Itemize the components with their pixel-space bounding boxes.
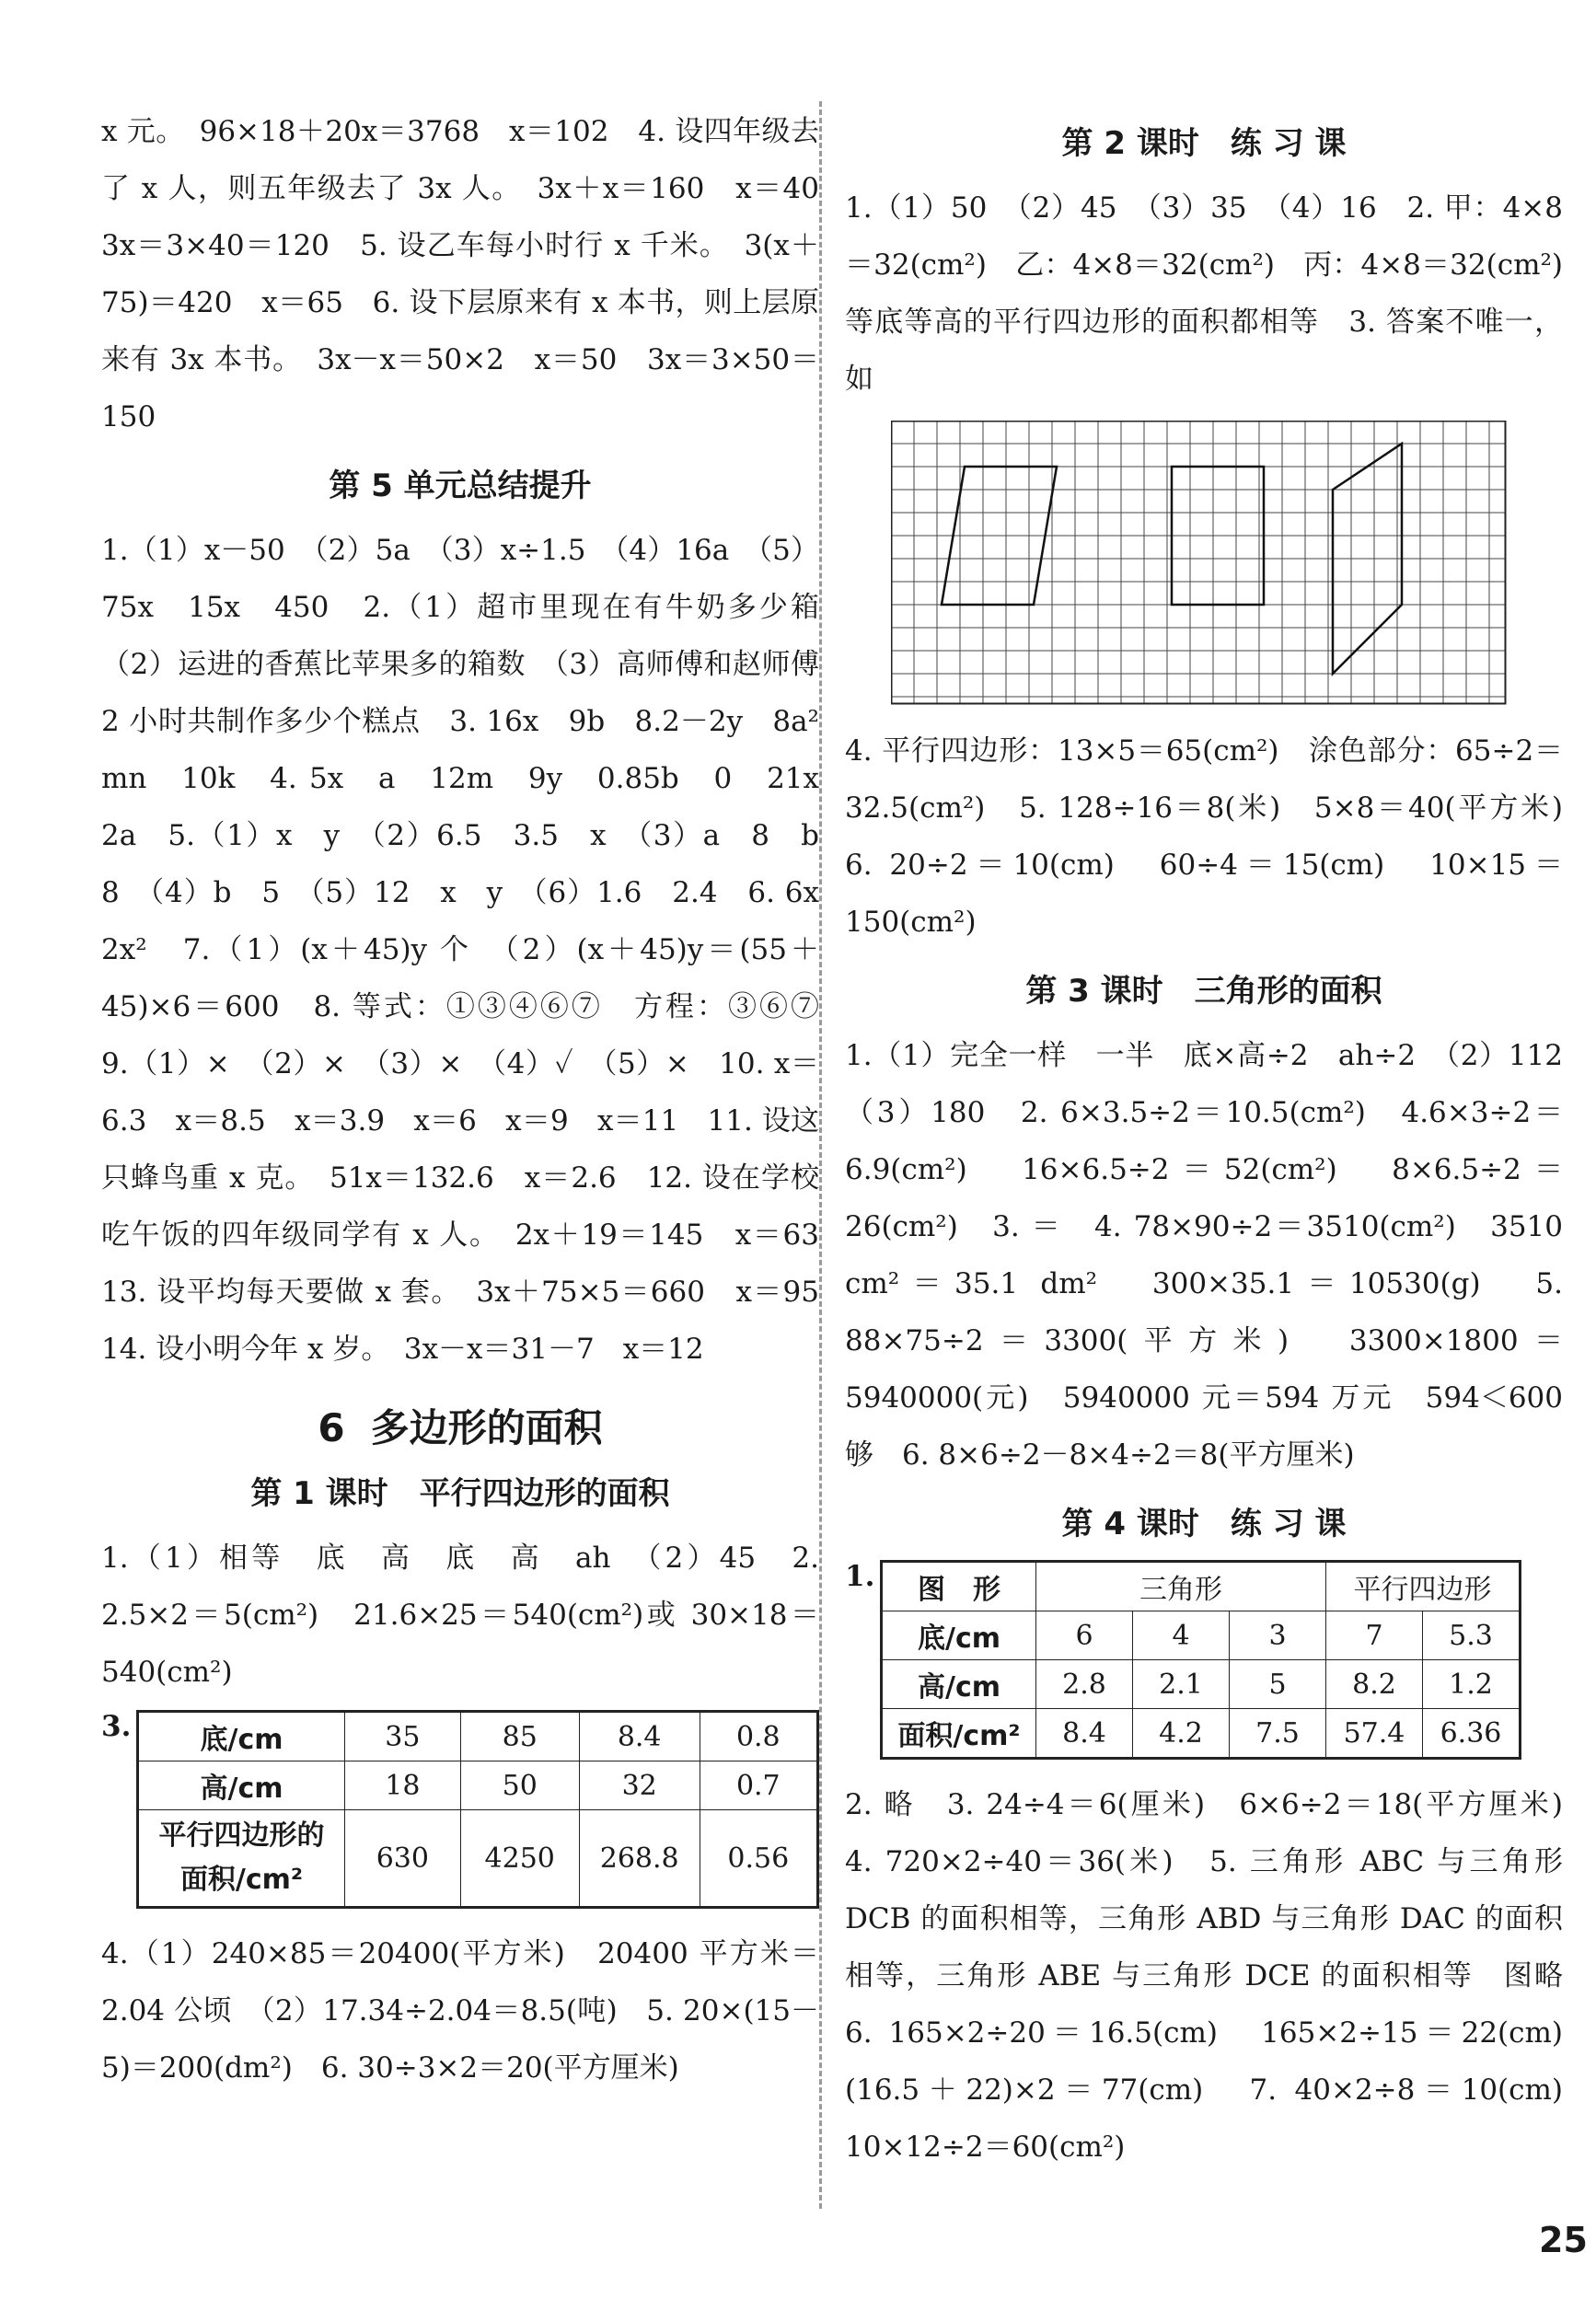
page-number: 25 [1539,2220,1588,2260]
answer-text: 2. 略 3. 24÷4＝6(厘米) 6×6÷2＝18(平方厘米) 4. 720×2÷40＝36(米) 5. 三角形 ABC 与三角形 DCB 的面积相等，三角形 ABD 与三角形 DAC 的面积相等，三角形 ABE 与三角形 DCE 的面积相等 图略 6. 165×2÷20＝16.5(cm) 165×2÷15＝22(cm) (16.5＋22)×2＝77(cm) 7. 40×2÷8＝10(cm) 10×12÷2＝60(cm²) [845,1788,1591,2164]
table-row [882,1562,1521,1611]
section-heading: 第 3 课时 三角形的面积 [1025,973,1382,1010]
grid-lines [891,421,1506,704]
table-cell: 268.8 [579,1810,700,1908]
answer-text: 1.（1）x－50 （2）5a （3）x÷1.5 （4）16a （5）75x 15x 450 2.（1）超市里现在有牛奶多少箱 （2）运进的香蕉比苹果多的箱数 （3）高师傅和赵师傅 2 小时共制作多少个糕点 3. 16x 9b 8.2－2y 8a² mn 10k 4. 5x a 12m 9y 0.85b 0 21x 2a 5.（1）x y （2）6.5 3.5 x （3）a 8 b 8 （4）b 5 （5）12 x y （6）1.6 2.4 6. 6x 2x² 7.（1）(x＋45)y 个 （2）(x＋45)y＝(55＋45)×6＝600 8. 等式：①③④⑥⑦ 方程：③⑥⑦ 9.（1）× （2）× （3）× （4）✓ （5）× 10. x＝6.3 x＝8.5 x＝3.9 x＝6 x＝9 x＝11 11. 设这只蜂鸟重 x 克。 51x＝132.6 x＝2.6 12. 设在学校吃午饭的四年级同学有 x 人。 2x＋19＝145 x＝63 13. 设平均每天要做 x 套。 3x＋75×5＝660 x＝95 14. 设小明今年 x 岁。 3x－x＝31－7 x＝12 [101,534,848,1366]
question-number: 1. [845,1560,875,1593]
question-1-block [845,1560,1563,1760]
left-column [101,103,848,2096]
group-header: 三角形 [1036,1562,1326,1611]
unit-title [101,1398,819,1453]
answer-text: 4. 平行四边形：13×5＝65(cm²) 涂色部分：65÷2＝32.5(cm²) 5. 128÷16＝8(米) 5×8＝40(平方米) 6. 20÷2＝10(cm) 60÷4＝15(cm) 10×15＝150(cm²) [845,734,1591,939]
row-label: 图 形 [882,1562,1036,1611]
table-cell: 32 [579,1761,700,1810]
row-label: 面积/cm² [882,1709,1036,1759]
unit-number: 6 [318,1405,345,1450]
answer-text: x 元。 96×18＋20x＝3768 x＝102 4. 设四年级去了 x 人，则五年级去了 3x 人。 3x＋x＝160 x＝40 3x＝3×40＝120 5. 设乙车每小时行 x 千米。 3(x＋75)＝420 x＝65 6. 设下层原来有 x 本书，则上层原来有 3x 本书。 3x－x＝50×2 x＝50 3x＝3×50＝150 [101,115,848,433]
row-label-line: 面积/cm² [179,1864,304,1896]
row-label: 底/cm [138,1712,345,1761]
table-cell: 7.5 [1230,1709,1326,1759]
right-column [845,103,1591,2176]
table-row [882,1611,1521,1660]
answer-text: 4.（1）240×85＝20400(平方米) 20400 平方米＝2.04 公顷 （2）17.34÷2.04＝8.5(吨) 5. 20×(15－5)＝200(dm²) 6. 30÷3×2＝20(平方厘米) [101,1937,819,2085]
section-heading: 第 4 课时 练 习 课 [1061,1506,1347,1542]
row-label: 底/cm [882,1611,1036,1660]
table-cell: 0.7 [700,1761,817,1810]
table-cell: 6 [1036,1611,1133,1660]
section-heading: 第 1 课时 平行四边形的面积 [250,1475,670,1512]
section-heading: 第 2 课时 练 习 课 [1061,125,1347,162]
parallelogram-grid-diagram [891,421,1508,706]
table-cell: 7 [1326,1611,1423,1660]
question-number: 3. [101,1710,132,1743]
answer-text: 1.（1）50 （2）45 （3）35 （4）16 2. 甲：4×8＝32(cm²) 乙：4×8＝32(cm²) 丙：4×8＝32(cm²) 等底等高的平行四边形的面积都相等 3. 答案不唯一，如 [845,191,1591,396]
parallelogram-area-table [136,1710,819,1909]
table-cell: 8.2 [1326,1660,1423,1709]
table-cell: 4250 [460,1810,579,1908]
table-cell: 8.4 [1036,1709,1133,1759]
table-cell: 2.8 [1036,1660,1133,1709]
table-cell: 8.4 [579,1712,700,1761]
table-cell: 18 [345,1761,461,1810]
table-cell: 57.4 [1326,1709,1423,1759]
table-cell: 5.3 [1423,1611,1521,1660]
table-cell: 4 [1133,1611,1230,1660]
table-cell: 0.56 [700,1810,817,1908]
table-row [138,1810,818,1908]
triangle-parallelogram-table [880,1560,1521,1760]
table-row [882,1660,1521,1709]
unit-name: 多边形的面积 [370,1405,603,1450]
table-cell: 3 [1230,1611,1326,1660]
table-cell: 4.2 [1133,1709,1230,1759]
row-label [138,1810,345,1908]
table-cell: 6.36 [1423,1709,1521,1759]
grid-border [892,422,1506,704]
table-cell: 2.1 [1133,1660,1230,1709]
table-cell: 630 [345,1810,461,1908]
table-row [138,1712,818,1761]
grid-figure [891,421,1563,710]
table-cell: 85 [460,1712,579,1761]
row-label: 高/cm [138,1761,345,1810]
group-header: 平行四边形 [1326,1562,1521,1611]
table-row [882,1709,1521,1759]
question-3-block [101,1710,819,1909]
table-cell: 50 [460,1761,579,1810]
section-heading: 第 5 单元总结提升 [329,468,592,504]
row-label-line: 平行四边形的 [158,1819,325,1852]
row-label: 高/cm [882,1660,1036,1709]
table-cell: 1.2 [1423,1660,1521,1709]
answer-text: 1.（1）完全一样 一半 底×高÷2 ah÷2 （2）112 （3）180 2. 6×3.5÷2＝10.5(cm²) 4.6×3÷2＝6.9(cm²) 16×6.5÷2＝52(cm²) 8×6.5÷2＝26(cm²) 3. ＝ 4. 78×90÷2＝3510(cm²) 3510 cm²＝35.1 dm² 300×35.1＝10530(g) 5. 88×75÷2＝3300(平方米) 3300×1800＝5940000(元) 5940000 元＝594 万元 594＜600 够 6. 8×6÷2－8×4÷2＝8(平方厘米) [845,1039,1591,1472]
answer-text: 1.（1）相等 底 高 底 高 ah （2）45 2. 2.5×2＝5(cm²) 21.6×25＝540(cm²)或 30×18＝540(cm²) [101,1542,828,1689]
table-cell: 0.8 [700,1712,817,1761]
table-cell: 35 [345,1712,461,1761]
column-divider [819,101,822,2209]
table-cell: 5 [1230,1660,1326,1709]
table-row [138,1761,818,1810]
